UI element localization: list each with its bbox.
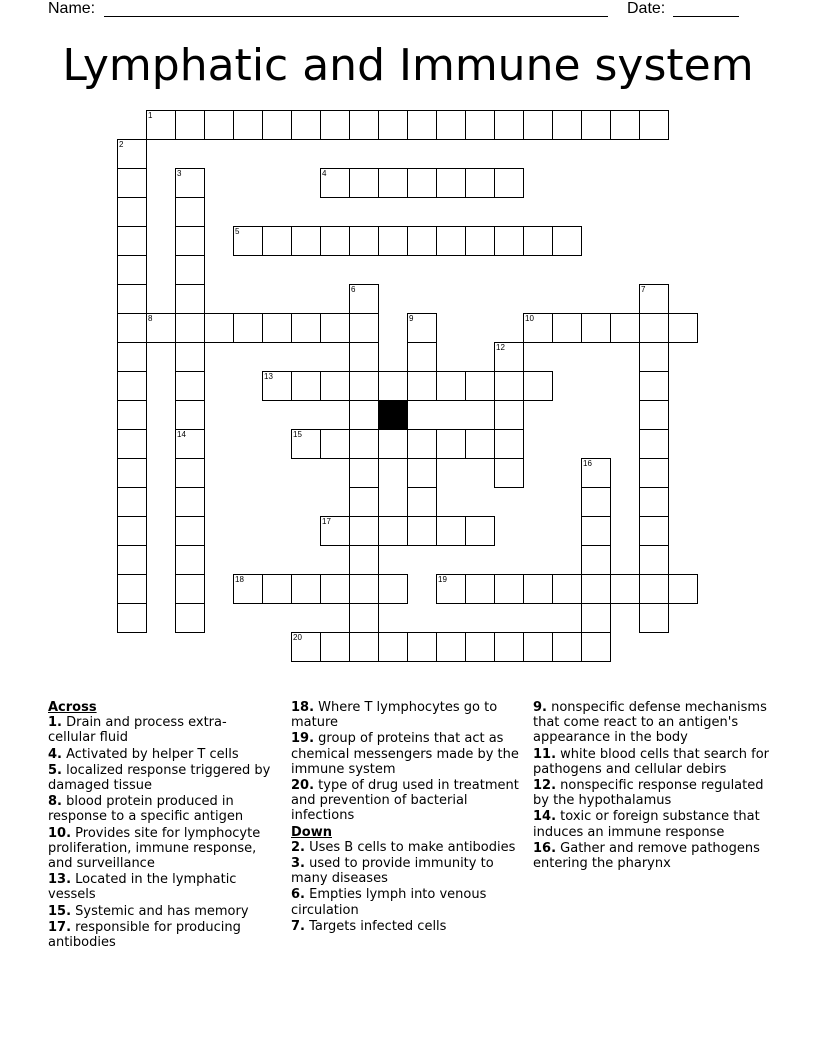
grid-cell[interactable] [581, 313, 611, 343]
clue-item [48, 920, 273, 950]
clue-item-text: nonspecific defense mechanisms that come react to an antigen's appearance in the body [533, 700, 767, 746]
clue-item-number: 18. [291, 700, 315, 715]
grid-cell[interactable] [320, 371, 350, 401]
grid-cell[interactable] [494, 342, 524, 372]
grid-cell[interactable] [639, 458, 669, 488]
grid-cell[interactable] [407, 458, 437, 488]
grid-cell[interactable] [175, 574, 205, 604]
grid-cell[interactable] [262, 313, 292, 343]
clue-number: 18 [235, 575, 244, 584]
grid-cell[interactable] [291, 110, 321, 140]
grid-cell[interactable] [668, 313, 698, 343]
grid-cell[interactable] [465, 168, 495, 198]
grid-cell[interactable] [639, 603, 669, 633]
grid-cell[interactable] [117, 574, 147, 604]
grid-cell[interactable] [552, 110, 582, 140]
grid-cell[interactable] [378, 574, 408, 604]
grid-cell[interactable] [349, 603, 379, 633]
grid-cell[interactable] [436, 168, 466, 198]
clues-column-2 [291, 700, 526, 935]
grid-cell[interactable] [349, 574, 379, 604]
clue-item-text: Gather and remove pathogens entering the pharynx [533, 840, 760, 872]
clue-item [291, 778, 526, 824]
grid-cell[interactable] [639, 429, 669, 459]
name-label: Name: [48, 0, 96, 17]
clue-item-number: 5. [48, 762, 62, 778]
clue-number: 7 [641, 285, 646, 294]
grid-cell[interactable] [610, 313, 640, 343]
grid-cell[interactable] [320, 226, 350, 256]
grid-cell[interactable] [378, 110, 408, 140]
grid-cell[interactable] [233, 574, 263, 604]
clue-number: 6 [351, 285, 356, 294]
grid-cell[interactable] [291, 226, 321, 256]
grid-cell[interactable] [349, 168, 379, 198]
clue-number: 8 [148, 314, 153, 323]
grid-cell[interactable] [175, 487, 205, 517]
grid-cell[interactable] [291, 574, 321, 604]
grid-cell[interactable] [407, 487, 437, 517]
clue-item [533, 809, 773, 839]
clue-number: 9 [409, 314, 414, 323]
grid-cell[interactable] [378, 168, 408, 198]
grid-cell[interactable] [175, 603, 205, 633]
clue-item-text: Systemic and has memory [71, 903, 249, 919]
grid-cell[interactable] [175, 400, 205, 430]
clue-item-number: 1. [48, 715, 62, 731]
black-cell [378, 400, 408, 430]
grid-cell[interactable] [320, 110, 350, 140]
grid-cell[interactable] [204, 110, 234, 140]
grid-cell[interactable] [581, 487, 611, 517]
grid-cell[interactable] [494, 574, 524, 604]
clue-item [291, 840, 526, 855]
clue-item [533, 778, 773, 808]
clue-item-text: Empties lymph into venous circulation [291, 887, 487, 918]
page-title: Lymphatic and Immune system [62, 40, 754, 91]
grid-cell[interactable] [320, 574, 350, 604]
grid-cell[interactable] [117, 313, 147, 343]
grid-cell[interactable] [291, 632, 321, 662]
clue-number: 12 [496, 343, 505, 352]
grid-cell[interactable] [494, 110, 524, 140]
grid-cell[interactable] [117, 516, 147, 546]
grid-cell[interactable] [349, 110, 379, 140]
grid-cell[interactable] [349, 226, 379, 256]
grid-cell[interactable] [175, 226, 205, 256]
grid-cell[interactable] [523, 574, 553, 604]
clue-item-number: 13. [48, 872, 72, 888]
grid-cell[interactable] [407, 429, 437, 459]
clue-item-text: Activated by helper T cells [61, 746, 239, 762]
clue-item-text: Uses B cells to make antibodies [304, 839, 516, 855]
grid-cell[interactable] [465, 371, 495, 401]
grid-cell[interactable] [639, 545, 669, 575]
down-heading: Down [291, 824, 332, 840]
clue-item-text: white blood cells that search for pathogens and cellular debirs [533, 746, 770, 777]
grid-cell[interactable] [494, 371, 524, 401]
clue-item [48, 794, 273, 824]
clue-item-number: 17. [48, 919, 72, 935]
clue-item [533, 700, 773, 746]
grid-cell[interactable] [436, 574, 466, 604]
grid-cell[interactable] [175, 197, 205, 227]
grid-cell[interactable] [349, 342, 379, 372]
clues-column-1 [48, 700, 273, 951]
grid-cell[interactable] [233, 110, 263, 140]
grid-cell[interactable] [117, 603, 147, 633]
grid-cell[interactable] [639, 574, 669, 604]
grid-cell[interactable] [175, 168, 205, 198]
grid-cell[interactable] [436, 110, 466, 140]
clue-number: 19 [438, 575, 447, 584]
grid-cell[interactable] [523, 371, 553, 401]
clue-item-number: 8. [48, 794, 62, 810]
grid-cell[interactable] [117, 458, 147, 488]
clue-item [48, 747, 273, 762]
grid-cell[interactable] [552, 574, 582, 604]
clue-item [48, 715, 273, 745]
clue-item [48, 763, 273, 793]
grid-cell[interactable] [581, 458, 611, 488]
grid-cell[interactable] [436, 516, 466, 546]
grid-cell[interactable] [117, 545, 147, 575]
clue-item-number: 3. [291, 856, 305, 872]
clue-item-number: 12. [533, 778, 557, 794]
grid-cell[interactable] [523, 226, 553, 256]
grid-cell[interactable] [494, 458, 524, 488]
grid-cell[interactable] [639, 110, 669, 140]
clue-item-text: blood protein produced in response to a specific antigen [48, 794, 244, 825]
grid-cell[interactable] [610, 574, 640, 604]
grid-cell[interactable] [117, 429, 147, 459]
clue-number: 1 [148, 111, 153, 120]
grid-cell[interactable] [349, 313, 379, 343]
grid-cell[interactable] [523, 313, 553, 343]
clue-item [291, 919, 526, 934]
grid-cell[interactable] [320, 313, 350, 343]
clue-item [291, 887, 526, 917]
grid-cell[interactable] [465, 516, 495, 546]
grid-cell[interactable] [175, 458, 205, 488]
grid-cell[interactable] [639, 516, 669, 546]
clue-item [533, 747, 773, 777]
grid-cell[interactable] [291, 371, 321, 401]
grid-cell[interactable] [552, 226, 582, 256]
grid-cell[interactable] [639, 371, 669, 401]
clues-column-3 [533, 700, 773, 872]
clue-item-text: nonspecific response regulated by the hypothalamus [533, 778, 764, 809]
clue-item [48, 904, 273, 919]
grid-cell[interactable] [552, 632, 582, 662]
clue-item-number: 2. [291, 839, 305, 855]
grid-cell[interactable] [204, 313, 234, 343]
clue-item-number: 11. [533, 746, 557, 762]
clue-number: 16 [583, 459, 592, 468]
grid-cell[interactable] [523, 632, 553, 662]
clue-item-text: toxic or foreign substance that induces an immune response [533, 809, 760, 840]
grid-cell[interactable] [494, 429, 524, 459]
grid-cell[interactable] [262, 371, 292, 401]
grid-cell[interactable] [349, 284, 379, 314]
grid-cell[interactable] [378, 516, 408, 546]
grid-cell[interactable] [349, 516, 379, 546]
grid-cell[interactable] [378, 226, 408, 256]
clue-item-text: Provides site for lymphocyte proliferation, immune response, and surveillance [48, 825, 261, 872]
grid-cell[interactable] [320, 516, 350, 546]
grid-cell[interactable] [175, 516, 205, 546]
clue-item-number: 15. [48, 903, 72, 919]
clue-item-text: Located in the lymphatic vessels [48, 872, 237, 903]
grid-cell[interactable] [175, 313, 205, 343]
grid-cell[interactable] [494, 226, 524, 256]
grid-cell[interactable] [581, 574, 611, 604]
grid-cell[interactable] [523, 110, 553, 140]
grid-cell[interactable] [117, 255, 147, 285]
clue-item-number: 19. [291, 731, 315, 747]
grid-cell[interactable] [349, 487, 379, 517]
clue-item [48, 826, 273, 872]
grid-cell[interactable] [552, 313, 582, 343]
grid-cell[interactable] [117, 168, 147, 198]
grid-cell[interactable] [378, 371, 408, 401]
grid-cell[interactable] [436, 632, 466, 662]
grid-cell[interactable] [581, 516, 611, 546]
grid-cell[interactable] [465, 429, 495, 459]
clue-number: 17 [322, 517, 331, 526]
grid-cell[interactable] [117, 226, 147, 256]
grid-cell[interactable] [291, 313, 321, 343]
grid-cell[interactable] [175, 545, 205, 575]
grid-cell[interactable] [581, 603, 611, 633]
clue-item [48, 872, 273, 902]
clue-number: 15 [293, 430, 302, 439]
clue-item [533, 841, 773, 871]
clue-item-number: 6. [291, 887, 305, 903]
grid-cell[interactable] [407, 632, 437, 662]
clue-number: 13 [264, 372, 273, 381]
clue-number: 10 [525, 314, 534, 323]
grid-cell[interactable] [117, 487, 147, 517]
grid-cell[interactable] [639, 313, 669, 343]
grid-cell[interactable] [407, 342, 437, 372]
clue-item-text: Targets infected cells [304, 918, 447, 934]
grid-cell[interactable] [378, 632, 408, 662]
clue-item-number: 16. [533, 840, 557, 856]
grid-cell[interactable] [262, 574, 292, 604]
date-label: Date: [627, 0, 666, 17]
grid-cell[interactable] [465, 110, 495, 140]
grid-cell[interactable] [262, 110, 292, 140]
grid-cell[interactable] [407, 516, 437, 546]
grid-cell[interactable] [117, 342, 147, 372]
grid-cell[interactable] [175, 429, 205, 459]
grid-cell[interactable] [407, 110, 437, 140]
grid-cell[interactable] [349, 545, 379, 575]
grid-cell[interactable] [639, 487, 669, 517]
clue-number: 5 [235, 227, 240, 236]
grid-cell[interactable] [349, 371, 379, 401]
grid-cell[interactable] [639, 284, 669, 314]
clue-item-text: localized response triggered by damaged tissue [48, 762, 271, 794]
grid-cell[interactable] [320, 632, 350, 662]
grid-cell[interactable] [349, 400, 379, 430]
grid-cell[interactable] [639, 342, 669, 372]
grid-cell[interactable] [378, 429, 408, 459]
grid-cell[interactable] [349, 632, 379, 662]
grid-cell[interactable] [320, 168, 350, 198]
grid-cell[interactable] [349, 429, 379, 459]
grid-cell[interactable] [407, 313, 437, 343]
clue-item-number: 4. [48, 746, 62, 762]
clue-item [291, 700, 526, 730]
grid-cell[interactable] [175, 371, 205, 401]
grid-cell[interactable] [494, 400, 524, 430]
clue-number: 20 [293, 633, 302, 642]
grid-cell[interactable] [262, 226, 292, 256]
across-heading: Across [48, 700, 97, 715]
clue-number: 4 [322, 169, 327, 178]
grid-cell[interactable] [175, 255, 205, 285]
grid-cell[interactable] [407, 168, 437, 198]
grid-cell[interactable] [639, 400, 669, 430]
clue-item-text: used to provide immunity to many diseases [291, 856, 494, 887]
clue-item-text: group of proteins that act as chemical messengers made by the immune system [291, 731, 519, 777]
grid-cell[interactable] [233, 313, 263, 343]
grid-cell[interactable] [465, 226, 495, 256]
grid-cell[interactable] [494, 168, 524, 198]
clue-item-text: responsible for producing antibodies [48, 919, 241, 951]
clue-item-text: type of drug used in treatment and prevention of bacterial infections [291, 778, 519, 824]
clue-item-number: 9. [533, 700, 547, 715]
grid-cell[interactable] [668, 574, 698, 604]
grid-cell[interactable] [117, 139, 147, 169]
clue-item-text: Drain and process extra-cellular fluid [48, 715, 227, 746]
clue-number: 2 [119, 140, 124, 149]
grid-cell[interactable] [233, 226, 263, 256]
grid-cell[interactable] [436, 226, 466, 256]
clue-item-number: 7. [291, 918, 305, 934]
grid-cell[interactable] [320, 429, 350, 459]
grid-cell[interactable] [465, 574, 495, 604]
grid-cell[interactable] [407, 226, 437, 256]
grid-cell[interactable] [117, 197, 147, 227]
clue-item-number: 14. [533, 809, 557, 825]
grid-cell[interactable] [581, 545, 611, 575]
grid-cell[interactable] [494, 632, 524, 662]
clue-item-number: 10. [48, 825, 72, 841]
grid-cell[interactable] [175, 342, 205, 372]
grid-cell[interactable] [436, 371, 466, 401]
grid-cell[interactable] [610, 110, 640, 140]
grid-cell[interactable] [146, 110, 176, 140]
grid-cell[interactable] [291, 429, 321, 459]
grid-cell[interactable] [465, 632, 495, 662]
grid-cell[interactable] [175, 110, 205, 140]
grid-cell[interactable] [146, 313, 176, 343]
grid-cell[interactable] [581, 632, 611, 662]
clue-item [291, 856, 526, 886]
clue-number: 3 [177, 169, 182, 178]
clue-item [291, 731, 526, 777]
grid-cell[interactable] [581, 110, 611, 140]
grid-cell[interactable] [117, 371, 147, 401]
clue-item-text: Where T lymphocytes go to mature [291, 700, 498, 731]
grid-cell[interactable] [117, 284, 147, 314]
clue-number: 14 [177, 430, 186, 439]
grid-cell[interactable] [175, 284, 205, 314]
grid-cell[interactable] [436, 429, 466, 459]
grid-cell[interactable] [407, 371, 437, 401]
grid-cell[interactable] [117, 400, 147, 430]
grid-cell[interactable] [349, 458, 379, 488]
clue-item-number: 20. [291, 778, 315, 794]
